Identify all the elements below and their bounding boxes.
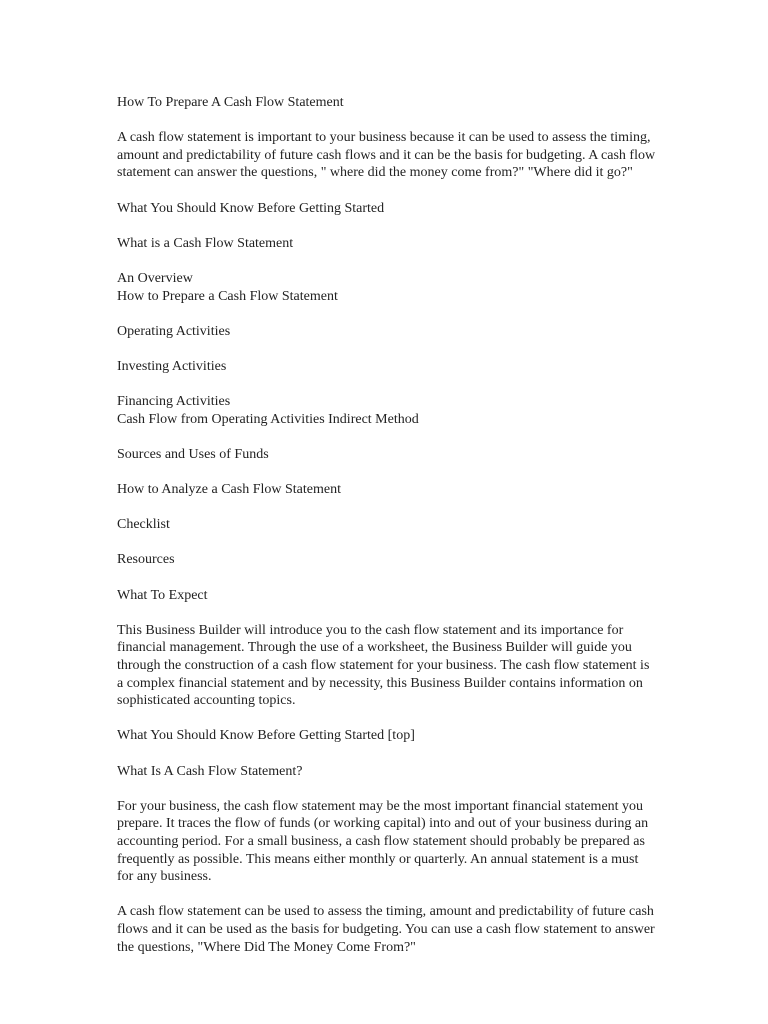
intro-paragraph: A cash flow statement is important to your business because it can be used to assess the timing, amount and predictability of future cash flows and it can be the basis for budgeting. A cash flow statement can answer the questions, " where did the money come from?" "Where did it go?" — [117, 130, 656, 181]
subheading: What Is A Cash Flow Statement? — [117, 763, 303, 779]
toc-what-to-expect: What To Expect — [117, 587, 208, 603]
toc-indirect-method: Cash Flow from Operating Activities Indirect Method — [117, 411, 419, 427]
toc-financing-group — [117, 393, 657, 428]
document-title: How To Prepare A Cash Flow Statement — [117, 95, 344, 110]
paragraph-important: For your business, the cash flow statement may be the most important financial statement you prepare. It traces the flow of funds (or working capital) into and out of your business during an accounting period. For a small business, a cash flow statement should probably be prepared as frequently as possible. This means either monthly or quarterly. An annual statement is a must for any business. — [117, 798, 649, 885]
section-heading: What You Should Know Before Getting Started [top] — [117, 728, 415, 744]
toc-know-before: What You Should Know Before Getting Started — [117, 200, 385, 216]
toc-financing: Financing Activities — [117, 394, 231, 410]
toc-sources-uses: Sources and Uses of Funds — [117, 446, 269, 462]
document-body — [117, 94, 657, 974]
toc-how-to-analyze: How to Analyze a Cash Flow Statement — [117, 482, 341, 498]
toc-resources: Resources — [117, 552, 175, 568]
toc-checklist: Checklist — [117, 517, 170, 533]
expect-paragraph: This Business Builder will introduce you to the cash flow statement and its importance for financial management. Through the use of a worksheet, the Business Builder will guide you through the construction of a cash flow statement for your business. The cash flow statement is a complex financial statement and by necessity, this Business Builder contains information on sophisticated accounting topics. — [117, 622, 650, 709]
toc-how-to-prepare: How to Prepare a Cash Flow Statement — [117, 288, 338, 304]
toc-overview: An Overview — [117, 270, 193, 286]
toc-investing: Investing Activities — [117, 358, 227, 374]
paragraph-assess: A cash flow statement can be used to assess the timing, amount and predictability of future cash flows and it can be used as the basis for budgeting. You can use a cash flow statement to answer the questions, "Where Did The Money Come From?" — [117, 904, 655, 955]
toc-what-is: What is a Cash Flow Statement — [117, 235, 294, 251]
toc-overview-group — [117, 270, 657, 305]
toc-operating: Operating Activities — [117, 323, 231, 339]
